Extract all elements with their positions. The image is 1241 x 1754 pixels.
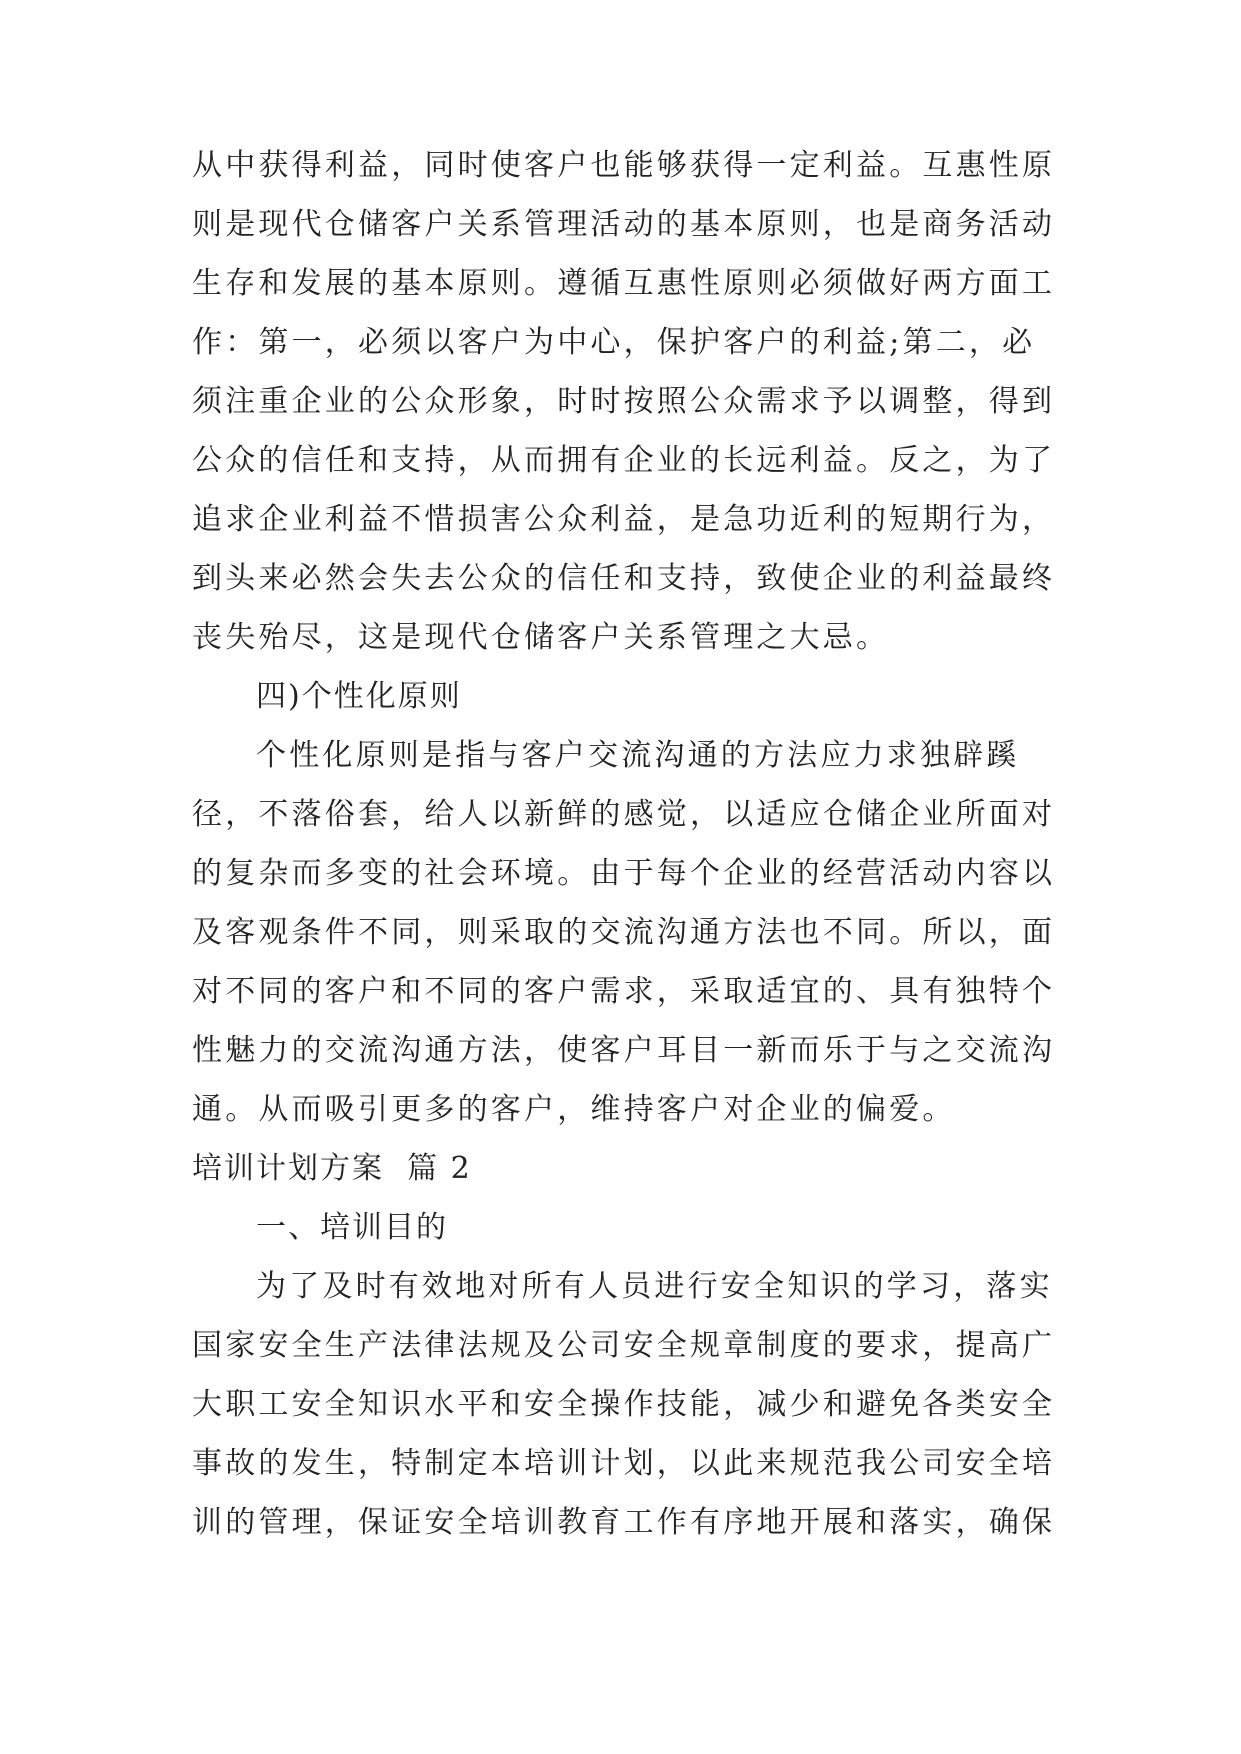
paragraph-line: 为了及时有效地对所有人员进行安全知识的学习，落实: [256, 1269, 1053, 1304]
paragraph-line: 性魅力的交流沟通方法，使客户耳目一新而乐于与之交流沟: [192, 1033, 1056, 1068]
paragraph-line: 到头来必然会失去公众的信任和支持，致使企业的利益最终: [192, 561, 1056, 596]
section-heading: 四)个性化原则: [256, 679, 462, 714]
paragraph-line: 则是现代仓储客户关系管理活动的基本原则，也是商务活动: [192, 207, 1056, 242]
paragraph-line: 事故的发生，特制定本培训计划，以此来规范我公司安全培: [192, 1446, 1056, 1481]
paragraph-line: 训的管理，保证安全培训教育工作有序地开展和落实，确保: [192, 1505, 1056, 1540]
paragraph-line: 丧失殆尽，这是现代仓储客户关系管理之大忌。: [192, 620, 890, 655]
paragraph-line: 及客观条件不同，则采取的交流沟通方法也不同。所以，面: [192, 915, 1056, 950]
section-heading: 一、培训目的: [256, 1210, 448, 1245]
paragraph-line: 生存和发展的基本原则。遵循互惠性原则必须做好两方面工: [192, 266, 1056, 301]
paragraph-line: 公众的信任和支持，从而拥有企业的长远利益。反之，为了: [192, 443, 1056, 478]
paragraph-line: 的复杂而多变的社会环境。由于每个企业的经营活动内容以: [192, 856, 1056, 891]
paragraph-line: 须注重企业的公众形象，时时按照公众需求予以调整，得到: [192, 384, 1056, 419]
paragraph-line: 追求企业利益不惜损害公众利益，是急功近利的短期行为，: [192, 502, 1056, 537]
paragraph-line: 通。从而吸引更多的客户，维持客户对企业的偏爱。: [192, 1092, 956, 1127]
paragraph-line: 对不同的客户和不同的客户需求，采取适宜的、具有独特个: [192, 974, 1056, 1009]
paragraph-line: 国家安全生产法律法规及公司安全规章制度的要求，提高广: [192, 1328, 1056, 1363]
paragraph-line: 作：第一，必须以客户为中心，保护客户的利益;第二，必: [192, 325, 1036, 360]
paragraph-line: 从中获得利益，同时使客户也能够获得一定利益。互惠性原: [192, 148, 1056, 183]
paragraph-line: 径，不落俗套，给人以新鲜的感觉，以适应仓储企业所面对: [192, 797, 1056, 832]
paragraph-line: 大职工安全知识水平和安全操作技能，减少和避免各类安全: [192, 1387, 1056, 1422]
paragraph-line: 个性化原则是指与客户交流沟通的方法应力求独辟蹊: [256, 738, 1020, 773]
article-title: 培训计划方案 篇 2: [192, 1151, 472, 1186]
